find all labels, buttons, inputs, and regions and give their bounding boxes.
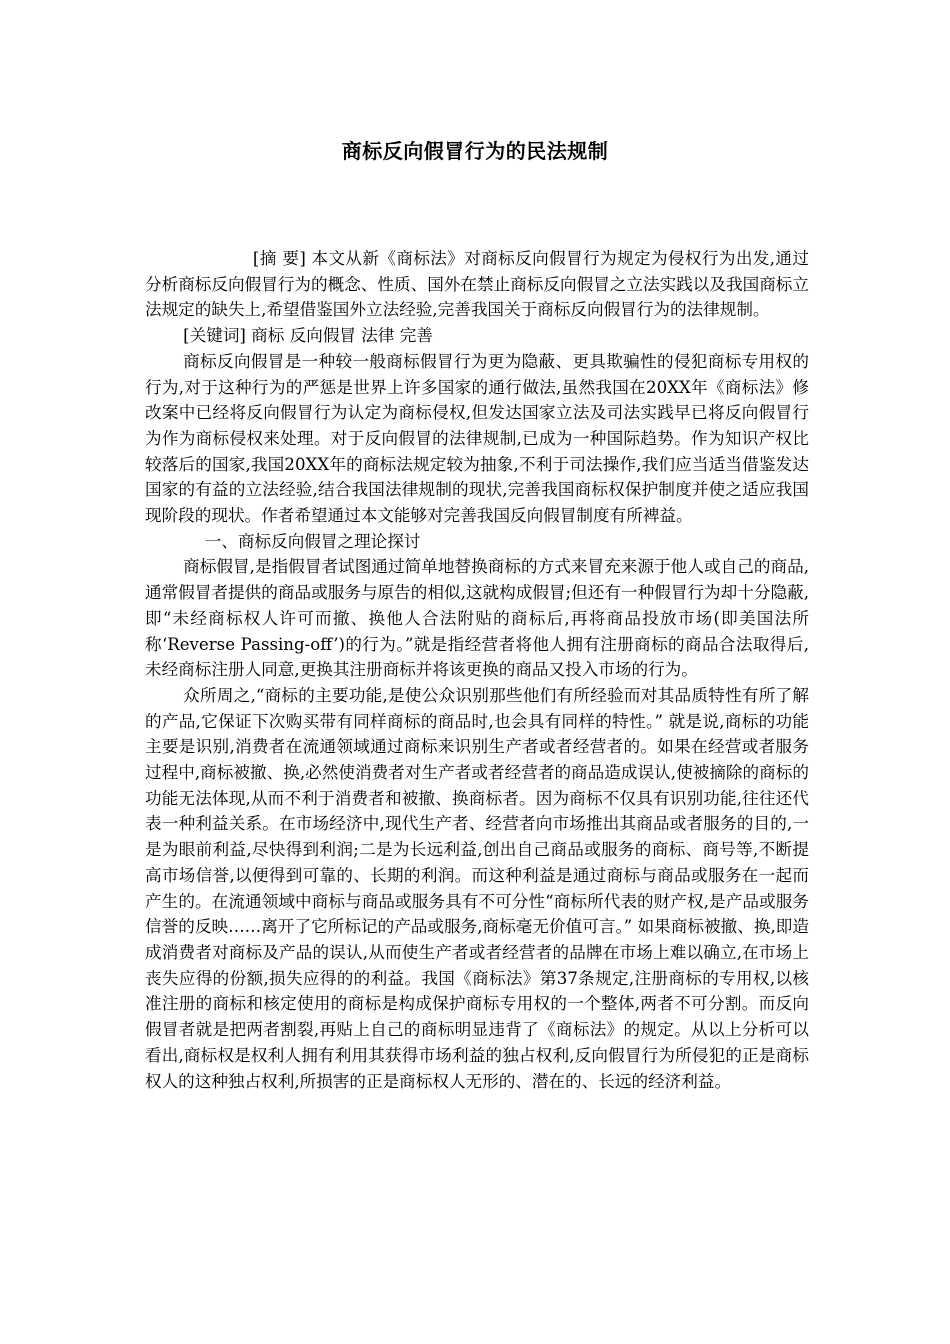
keywords-paragraph: [关键词] 商标 反向假冒 法律 完善: [183, 326, 433, 346]
section-heading: 一、商标反向假冒之理论探讨: [204, 531, 421, 551]
body-paragraph: 众所周之,“商标的主要功能,是使公众识别那些他们有所经验而对其品质特性有所了解的产品,它保证下次购买带有同样商标的商品时,也会具有同样的特性。” 就是说,商标的功能主要是识别,消费者在流通领域通过商标来识别生产者或者经营者的。如果在经营或者服务过程中,商标被撤、换,必然使消费者对生产者或者经营者的商品造成误认,使被摘除的商标的功能无法体现,从而不利于消费者和被撤、换商标者。因为商标不仅具有识别功能,往往还代表一种利益关系。在市场经济中,现代生产者、经营者向市场推出其商品或者服务的目的,一是为眼前利益,尽快得到利润;二是为长远利益,创出自己商品或服务的商标、商号等,不断提高市场信誉,以便得到可靠的、长期的利润。而这种利益是通过商标与商品或服务在一起而产生的。在流通领域中商标与商品或服务具有不可分性“商标所代表的财产权,是产品或服务信誉的反映……离开了它所标记的产品或服务,商标毫无价值可言。” 如果商标被撤、换,即造成消费者对商标及产品的误认,从而使生产者或者经营者的品牌在市场上难以确立,在市场上丧失应得的份额,损失应得的的利益。我国《商标法》第37条规定,注册商标的专用权,以核准注册的商标和核定使用的商标是构成保护商标专用权的一个整体,两者不可分割。而反向假冒者就是把两者割裂,再贴上自己的商标明显违背了《商标法》的规定。从以上分析可以看出,商标权是权利人拥有利用其获得市场利益的独占权利,反向假冒行为所侵犯的正是商标权人的这种独占权利,所损害的正是商标权人无形的、潜在的、长远的经济利益。: [145, 685, 809, 1091]
intro-paragraph: 商标反向假冒是一种较一般商标假冒行为更为隐蔽、更具欺骗性的侵犯商标专用权的行为,对于这种行为的严惩是世界上许多国家的通行做法,虽然我国在20XX年《商标法》修改案中已经将反向假冒行为认定为商标侵权,但发达国家立法及司法实践早已将反向假冒行为作为商标侵权来处理。对于反向假冒的法律规制,已成为一种国际趋势。作为知识产权比较落后的国家,我国20XX年的商标法规定较为抽象,不利于司法操作,我们应当适当借鉴发达国家的有益的立法经验,结合我国法律规制的现状,完善我国商标权保护制度并使之适应我国现阶段的现状。作者希望通过本文能够对完善我国反向假冒制度有所裨益。: [145, 351, 809, 526]
document-body: [145, 246, 809, 1094]
abstract-paragraph: [摘 要] 本文从新《商标法》对商标反向假冒行为规定为侵权行为出发,通过分析商标反向假冒行为的概念、性质、国外在禁止商标反向假冒之立法实践以及我国商标立法规定的缺失上,希望借鉴国外立法经验,完善我国关于商标反向假冒行为的法律规制。: [145, 249, 809, 320]
body-paragraph: 商标假冒,是指假冒者试图通过简单地替换商标的方式来冒充来源于他人或自己的商品,通常假冒者提供的商品或服务与原告的相似,这就构成假冒;但还有一种假冒行为却十分隐蔽,即“未经商标权人许可而撤、换他人合法附贴的商标后,再将商品投放市场(即美国法所称‘Reverse Passing-off’)的行为。”就是指经营者将他人拥有注册商标的商品合法取得后,未经商标注册人同意,更换其注册商标并将该更换的商品又投入市场的行为。: [145, 557, 809, 680]
document-title: 商标反向假冒行为的民法规制: [341, 139, 609, 164]
